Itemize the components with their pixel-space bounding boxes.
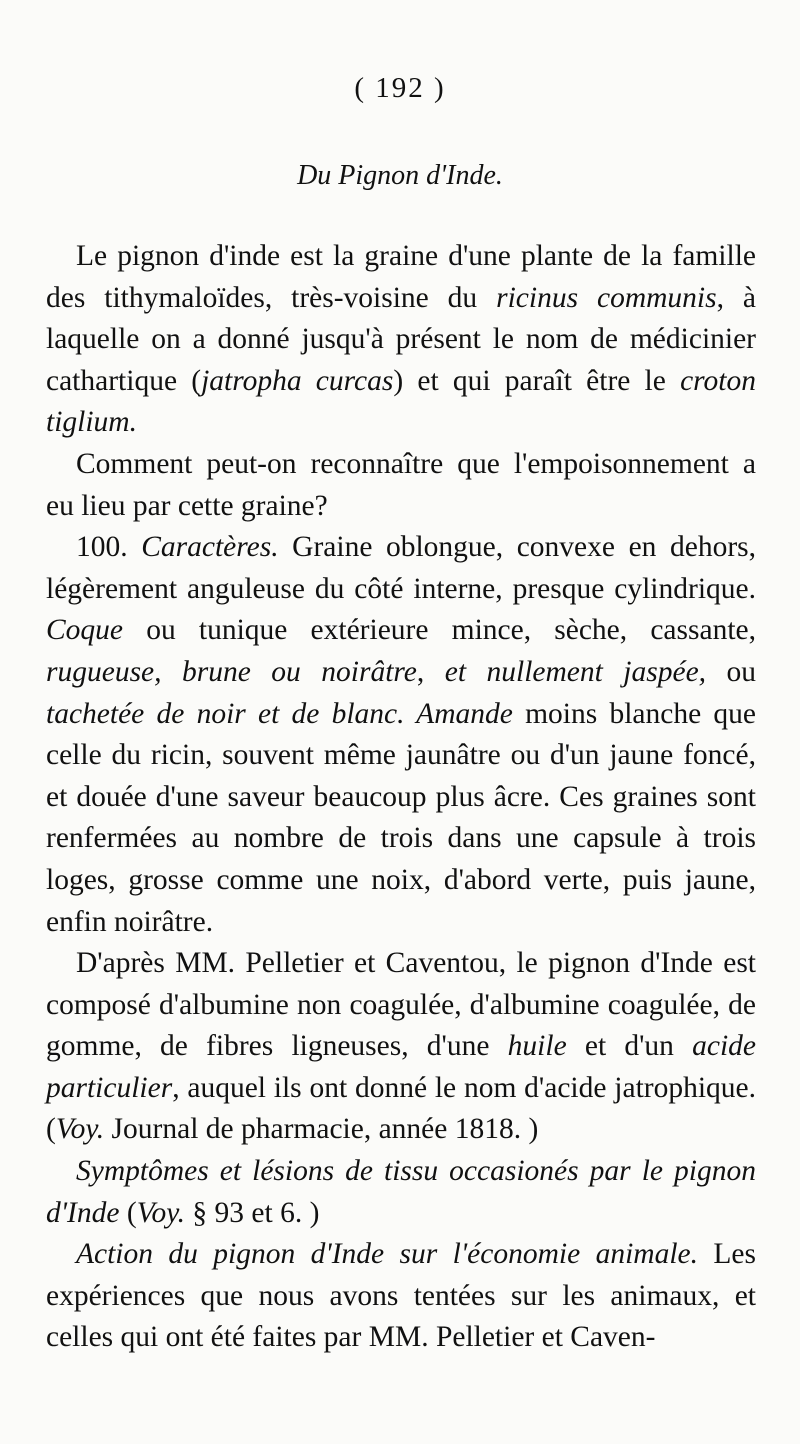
text-run: Les expériences que nous avons tentées sur les animaux, et celles qui ont été faites par MM. Pelletier et Caven- bbox=[46, 1238, 756, 1354]
text-run: ) et qui paraît être le bbox=[393, 364, 681, 397]
page-number: ( 192 ) bbox=[354, 72, 446, 104]
text-run: 100. bbox=[76, 531, 142, 564]
text-run: , auquel ils ont donné le nom d'acide jatrophique. ( bbox=[46, 1071, 756, 1146]
italic-text: Symptômes et lésions de tissu occasionés par le pignon d'Inde bbox=[46, 1155, 756, 1229]
text-run: , bbox=[416, 655, 445, 688]
italic-text: Caractères. bbox=[141, 531, 279, 564]
italic-text: tachetée de noir et de blanc. Amande bbox=[46, 697, 513, 730]
text-run: ou tunique extérieure mince, sèche, cassante, bbox=[123, 614, 756, 647]
italic-text: Action du pignon d'Inde sur l'économie animale. bbox=[76, 1238, 698, 1271]
paragraph bbox=[46, 236, 756, 444]
text-run: et d'un bbox=[566, 1030, 693, 1063]
paragraph bbox=[46, 527, 756, 943]
italic-text: acide particulier bbox=[46, 1030, 756, 1104]
text-run: ou bbox=[706, 655, 757, 688]
text-run: Journal de pharmacie, année 1818. ) bbox=[104, 1113, 539, 1146]
text-run: moins blanche que celle du ricin, souvent même jaunâtre ou d'un jaune foncé, et douée d'une saveur beaucoup plus âcre. Ces graines sont renfermées au nombre de trois dans une capsule à trois loges, grosse comme une noix, d'abord verte, puis jaune, enfin noirâtre. bbox=[46, 697, 756, 938]
italic-text: croton tiglium. bbox=[46, 364, 756, 439]
italic-text: huile bbox=[507, 1030, 567, 1063]
paragraph bbox=[46, 1151, 756, 1234]
paragraph bbox=[46, 444, 756, 527]
paragraph bbox=[46, 1234, 756, 1359]
text-run: , à laquelle on a donné jusqu'à présent le nom de médicinier cathartique ( bbox=[46, 281, 756, 397]
text-run: Graine oblongue, convexe en dehors, légèrement anguleuse du côté interne, presque cylindrique. bbox=[46, 531, 757, 605]
italic-text: Coque bbox=[46, 614, 124, 647]
italic-text: ricinus communis bbox=[496, 281, 717, 314]
text-run: § 93 et 6. ) bbox=[185, 1196, 320, 1229]
text-run: Comment peut-on reconnaître que l'empoisonnement a eu lieu par cette graine? bbox=[46, 447, 756, 522]
paragraph bbox=[46, 943, 756, 1151]
body-text bbox=[46, 236, 756, 1359]
italic-text: rugueuse, brune ou noirâtre bbox=[46, 655, 417, 688]
text-run: D'après MM. Pelletier et Caventou, le pignon d'Inde est composé d'albumine non coagulée, d'albumine coagulée, de gomme, de fibres ligneuses, d'une bbox=[46, 947, 756, 1063]
section-heading: Du Pignon d'Inde. bbox=[297, 160, 503, 191]
italic-text: Voy. bbox=[55, 1113, 105, 1146]
text-run: ( bbox=[119, 1196, 137, 1229]
italic-text: jatropha curcas bbox=[201, 364, 394, 397]
text-run: Le pignon d'inde est la graine d'une plante de la famille des tithymaloïdes, très-voisine du bbox=[46, 240, 756, 314]
italic-text: et nullement jaspée, bbox=[444, 655, 707, 688]
italic-text: Voy. bbox=[136, 1196, 186, 1229]
